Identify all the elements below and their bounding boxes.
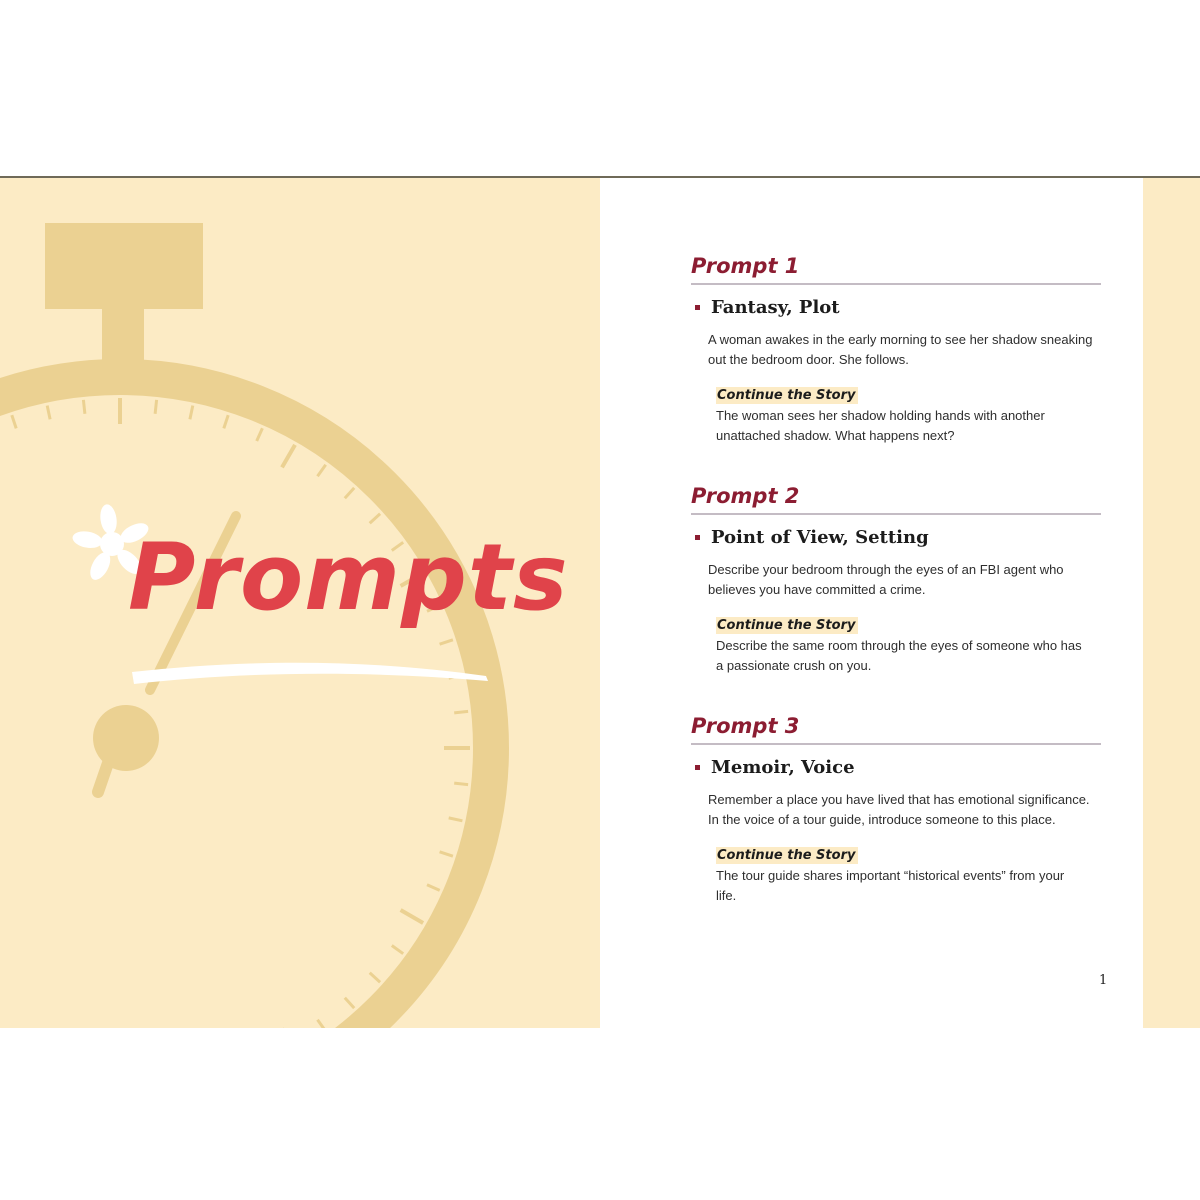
continue-text: Describe the same room through the eyes of someone who has a passionate crush on you. bbox=[716, 638, 1082, 673]
stopwatch-tick bbox=[345, 488, 354, 498]
prompt-text: Describe your bedroom through the eyes of an FBI agent who believes you have committed a crime. bbox=[708, 562, 1064, 597]
prompt-section-2 bbox=[691, 486, 1101, 676]
next-page-edge bbox=[1143, 178, 1200, 1028]
stopwatch-tick bbox=[257, 428, 263, 441]
stopwatch-tick bbox=[370, 973, 380, 982]
stopwatch-tick bbox=[83, 400, 85, 414]
topic-line bbox=[691, 527, 1101, 548]
stopwatch-hub bbox=[93, 705, 159, 771]
bullet-icon bbox=[695, 765, 700, 770]
stopwatch-crown bbox=[45, 223, 203, 309]
stopwatch-tick bbox=[345, 998, 354, 1008]
prompt-heading: Prompt 2 bbox=[691, 486, 1101, 515]
continue-story-block bbox=[716, 846, 1086, 906]
stopwatch-tick bbox=[427, 885, 440, 891]
prompt-heading: Prompt 1 bbox=[691, 256, 1101, 285]
continue-label: Continue the Story bbox=[716, 387, 858, 404]
continue-label: Continue the Story bbox=[716, 847, 858, 864]
continue-label: Continue the Story bbox=[716, 617, 858, 634]
stopwatch-tick bbox=[224, 415, 228, 428]
stopwatch-tick bbox=[190, 406, 193, 420]
topic-line bbox=[691, 757, 1101, 778]
stopwatch-rim bbox=[0, 377, 491, 1028]
continue-text: The woman sees her shadow holding hands with another unattached shadow. What happens next? bbox=[716, 408, 1045, 443]
stopwatch-tick bbox=[440, 852, 453, 856]
prompt-section-3 bbox=[691, 716, 1101, 906]
stopwatch-tick bbox=[454, 711, 468, 713]
stopwatch-tick bbox=[440, 640, 453, 644]
topic-label: Fantasy, Plot bbox=[711, 297, 840, 318]
brush-underline bbox=[132, 663, 488, 684]
prompt-text: A woman awakes in the early morning to see her shadow sneaking out the bedroom door. She follows. bbox=[708, 332, 1093, 367]
prompt-text: Remember a place you have lived that has emotional significance. In the voice of a tour guide, introduce someone to this place. bbox=[708, 792, 1090, 827]
continue-text: The tour guide shares important “historical events” from your life. bbox=[716, 868, 1065, 903]
stopwatch-tick bbox=[370, 514, 380, 523]
continue-story-block bbox=[716, 386, 1086, 446]
stopwatch-tick bbox=[155, 400, 157, 414]
prompts-title: Prompts bbox=[128, 524, 569, 631]
topic-label: Point of View, Setting bbox=[711, 527, 929, 548]
stopwatch-tick bbox=[12, 415, 16, 428]
bullet-icon bbox=[695, 305, 700, 310]
prompt-heading: Prompt 3 bbox=[691, 716, 1101, 745]
right-page bbox=[601, 178, 1143, 1028]
stopwatch-tick bbox=[449, 818, 463, 821]
stopwatch-tick bbox=[401, 910, 424, 923]
page-number: 1 bbox=[1099, 973, 1108, 988]
stopwatch-stem bbox=[102, 306, 144, 368]
stopwatch-tick bbox=[47, 406, 50, 420]
stopwatch-tick bbox=[392, 946, 403, 954]
stopwatch-tick bbox=[454, 783, 468, 785]
continue-story-block bbox=[716, 616, 1086, 676]
topic-line bbox=[691, 297, 1101, 318]
stopwatch-tick bbox=[318, 465, 326, 476]
prompt-section-1 bbox=[691, 256, 1101, 446]
book-spread bbox=[0, 176, 1200, 1028]
left-page bbox=[0, 178, 600, 1028]
topic-label: Memoir, Voice bbox=[711, 757, 855, 778]
bullet-icon bbox=[695, 535, 700, 540]
stopwatch-tick bbox=[282, 445, 295, 468]
stopwatch-tick bbox=[318, 1020, 326, 1028]
